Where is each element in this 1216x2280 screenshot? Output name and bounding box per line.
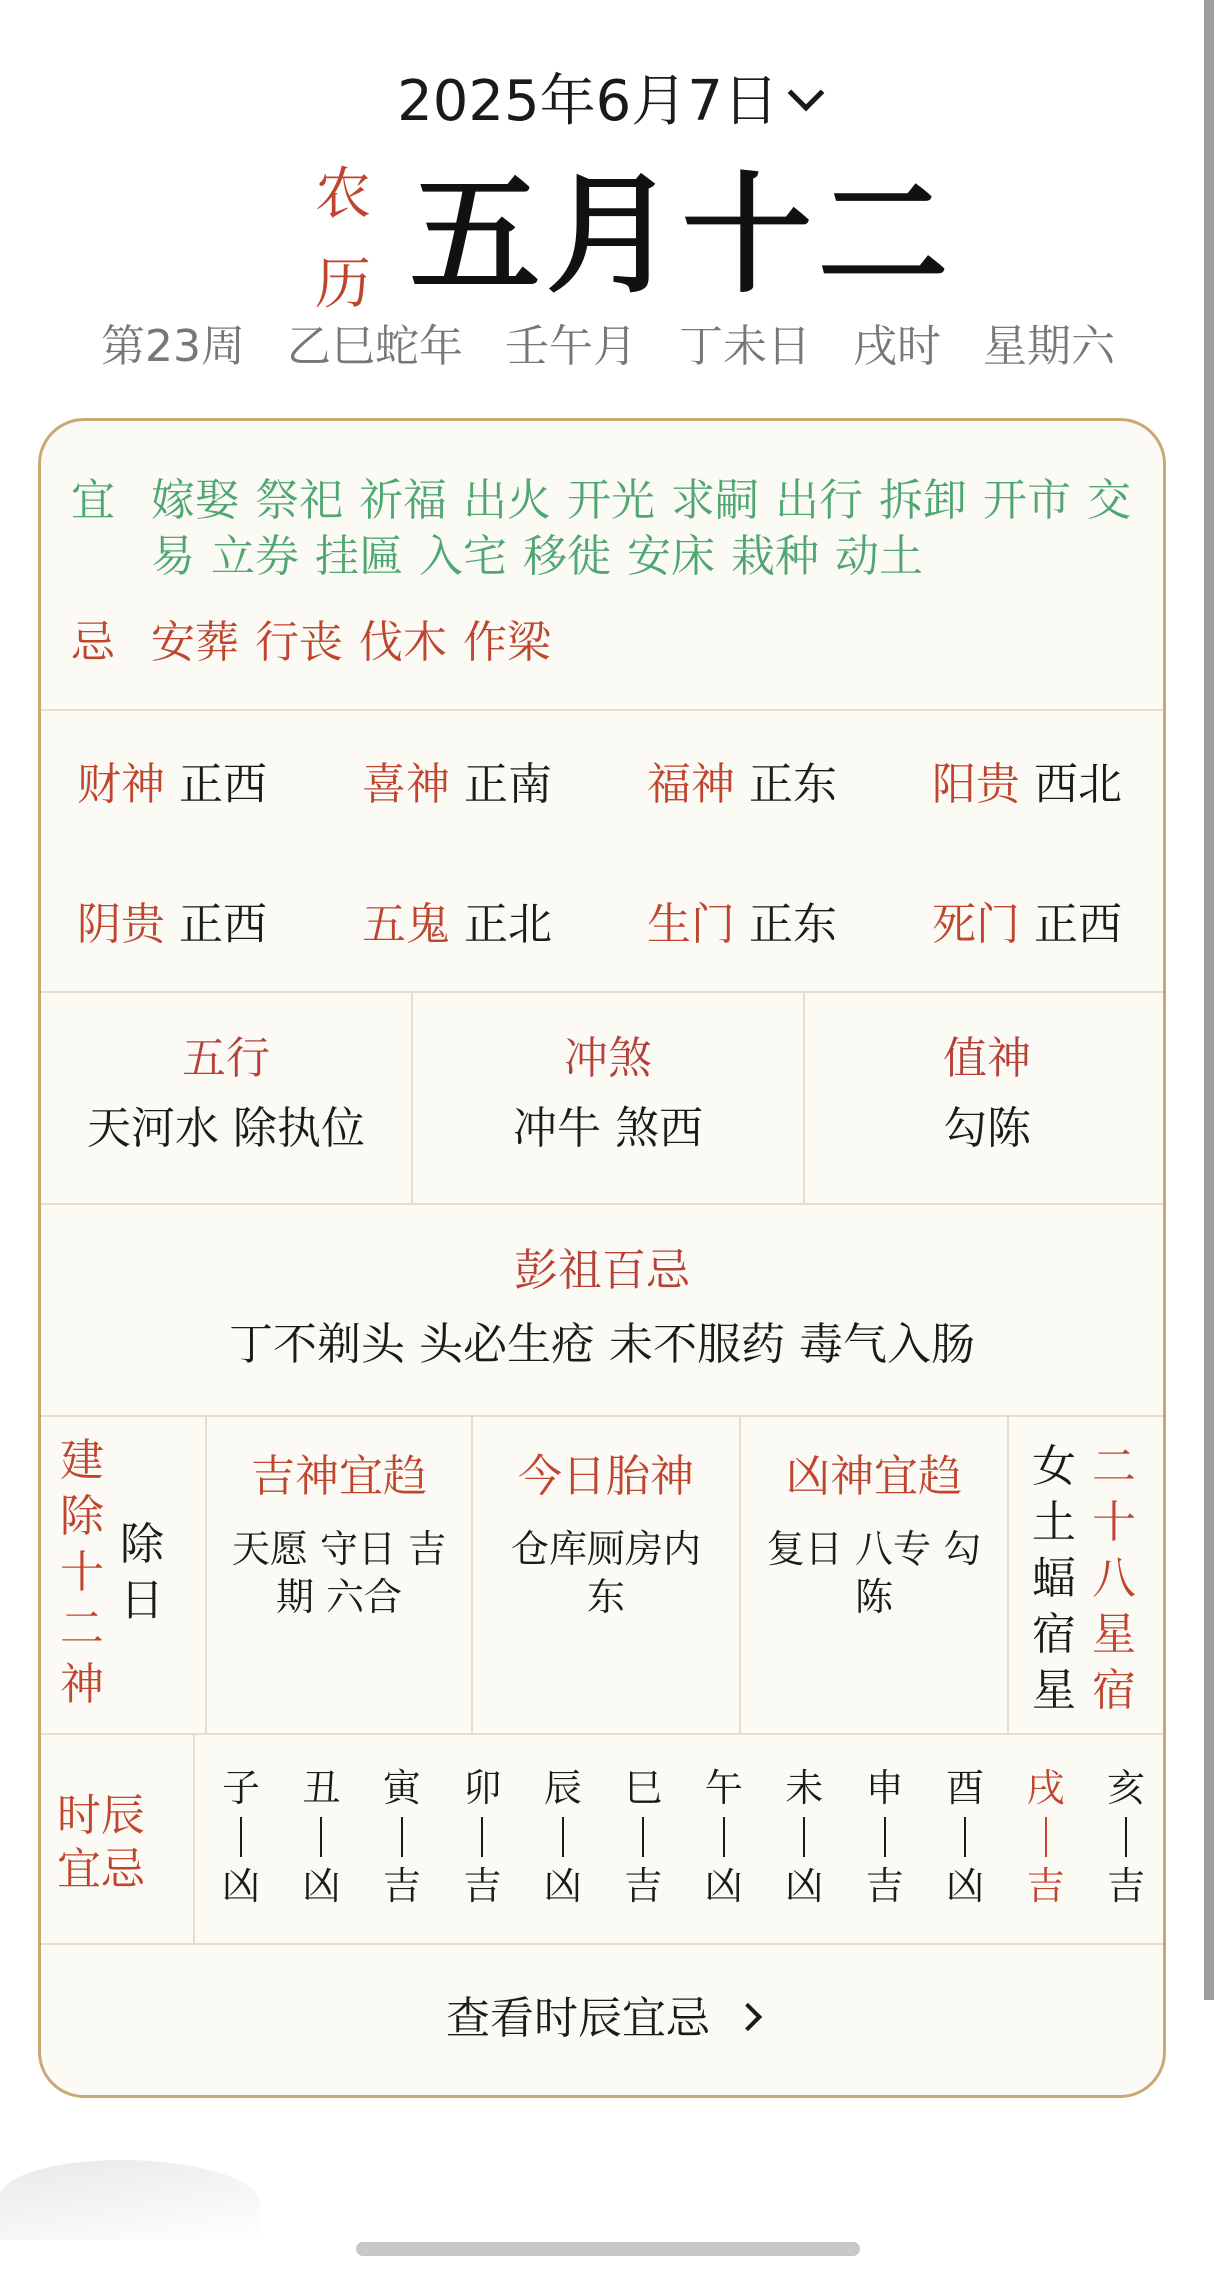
lunar-tag-char: 农 <box>315 162 371 227</box>
ji-label: 忌 <box>71 617 115 668</box>
hour-divider <box>240 1817 242 1857</box>
god-simen: 死门 正西 <box>932 899 1122 950</box>
yi-item: 祈福 <box>359 475 447 526</box>
hour-luck: 凶 <box>946 1864 985 1908</box>
ji-item: 作梁 <box>463 617 551 668</box>
almanac-card <box>38 418 1166 2098</box>
hour-branch: 辰 <box>543 1766 582 1810</box>
god-yanggui: 阳贵 西北 <box>932 759 1122 810</box>
god-xishen: 喜神 正南 <box>362 759 552 810</box>
hour-branch: 巳 <box>624 1766 663 1810</box>
info-section <box>41 993 1163 1205</box>
yi-item: 动土 <box>835 531 923 582</box>
god-yingui: 阴贵 正西 <box>77 899 267 950</box>
xiongshen-cell <box>741 1417 1009 1733</box>
chongsha-title: 冲煞 <box>564 1033 652 1084</box>
god-caishen: 财神 正西 <box>77 759 267 810</box>
ji-item: 行丧 <box>255 617 343 668</box>
hour-item <box>362 1765 442 1909</box>
yi-item: 祭祀 <box>255 475 343 526</box>
yi-item: 移徙 <box>523 531 611 582</box>
jishen-value: 天愿 守日 吉期 六合 <box>231 1527 447 1619</box>
hour-branch: 丑 <box>302 1766 341 1810</box>
yi-item: 嫁娶 <box>151 475 239 526</box>
gods-grid <box>77 711 1157 993</box>
hour-item <box>684 1765 764 1909</box>
wuxing-cell <box>41 993 413 1203</box>
jishen-cell <box>207 1417 473 1733</box>
zhishen-title: 值神 <box>943 1033 1031 1084</box>
yi-item: 出火 <box>463 475 551 526</box>
pengzu-section <box>41 1205 1163 1417</box>
hour-divider <box>803 1817 805 1857</box>
xingxiu-value: 女土蝠宿星 <box>1032 1441 1076 1716</box>
shen-section <box>41 1417 1163 1735</box>
hour-divider <box>401 1817 403 1857</box>
hour-item <box>845 1765 925 1909</box>
date-selector[interactable] <box>0 62 1216 142</box>
hours-section <box>41 1735 1163 1945</box>
jianchu-cell <box>41 1417 207 1733</box>
home-indicator[interactable] <box>356 2242 860 2256</box>
ji-item: 伐木 <box>359 617 447 668</box>
hour-divider <box>320 1817 322 1857</box>
solar-date: 2025年6月7日 <box>397 69 779 134</box>
week-number: 第23周 <box>101 321 245 372</box>
year-ganzhi: 乙巳蛇年 <box>287 321 463 372</box>
hour-luck: 吉 <box>865 1864 904 1908</box>
yi-items <box>151 473 1131 585</box>
god-fushen: 福神 正东 <box>647 759 837 810</box>
hour-ganzhi: 戌时 <box>853 321 941 372</box>
hour-branch: 未 <box>785 1766 824 1810</box>
hour-item <box>925 1765 1005 1909</box>
yi-item: 挂匾 <box>315 531 403 582</box>
hour-divider <box>642 1817 644 1857</box>
lunar-date: 五月十二 <box>410 159 955 311</box>
hour-branch: 卯 <box>463 1766 502 1810</box>
pengzu-title: 彭祖百忌 <box>514 1245 690 1296</box>
ji-items <box>151 615 1131 671</box>
hour-luck: 吉 <box>624 1864 663 1908</box>
yi-item: 立券 <box>211 531 299 582</box>
hour-item <box>281 1765 361 1909</box>
hour-luck: 吉 <box>1026 1864 1065 1908</box>
weekday: 星期六 <box>983 321 1115 372</box>
view-hours-button[interactable] <box>41 1989 1163 2049</box>
hour-item <box>1006 1765 1086 1909</box>
xingxiu-cell <box>1009 1417 1166 1733</box>
taishen-title: 今日胎神 <box>518 1451 694 1502</box>
yi-ji-section <box>41 421 1163 711</box>
gods-section <box>41 711 1163 993</box>
hour-divider <box>481 1817 483 1857</box>
yi-item: 开市 <box>983 475 1071 526</box>
hour-divider <box>964 1817 966 1857</box>
hour-luck: 凶 <box>785 1864 824 1908</box>
hour-branch: 亥 <box>1107 1766 1146 1810</box>
hours-label-cell <box>41 1735 195 1943</box>
wuxing-value: 天河水 除执位 <box>87 1103 365 1154</box>
hour-divider <box>723 1817 725 1857</box>
xiongshen-value: 复日 八专 勾陈 <box>766 1527 982 1619</box>
hour-luck: 凶 <box>302 1864 341 1908</box>
lunar-tag <box>308 150 378 330</box>
hour-luck: 凶 <box>704 1864 743 1908</box>
yi-item: 出行 <box>775 475 863 526</box>
hour-luck: 吉 <box>1107 1864 1146 1908</box>
jishen-title: 吉神宜趋 <box>251 1451 427 1502</box>
yi-item: 开光 <box>567 475 655 526</box>
month-ganzhi: 壬午月 <box>505 321 637 372</box>
yi-item: 交易 <box>151 475 1131 582</box>
wuxing-title: 五行 <box>182 1033 270 1084</box>
hour-branch: 子 <box>221 1766 260 1810</box>
jianchu-label: 建除十二神 <box>60 1435 104 1710</box>
hour-divider <box>1125 1817 1127 1857</box>
view-hours-label: 查看时辰宜忌 <box>446 1993 710 2044</box>
hour-branch: 戌 <box>1026 1766 1065 1810</box>
hour-item <box>603 1765 683 1909</box>
yi-item: 拆卸 <box>879 475 967 526</box>
xingxiu-label: 二十八星宿 <box>1092 1441 1136 1716</box>
hours-label: 时辰宜忌 <box>57 1790 145 1895</box>
yi-item: 安床 <box>627 531 715 582</box>
lunar-tag-char: 历 <box>315 252 371 317</box>
chevron-right-icon <box>734 2003 762 2031</box>
hour-luck: 凶 <box>543 1864 582 1908</box>
yi-label: 宜 <box>71 475 115 526</box>
scrollbar[interactable] <box>1204 0 1214 2000</box>
hour-branch: 午 <box>704 1766 743 1810</box>
hour-luck: 吉 <box>463 1864 502 1908</box>
pengzu-value: 丁不剃头 头必生疮 未不服药 毒气入肠 <box>229 1319 975 1370</box>
hour-divider <box>884 1817 886 1857</box>
hour-item <box>442 1765 522 1909</box>
zhishen-value: 勾陈 <box>943 1103 1031 1154</box>
yi-item: 入宅 <box>419 531 507 582</box>
mountain-decoration <box>0 2160 260 2240</box>
yi-item: 求嗣 <box>671 475 759 526</box>
god-shengmen: 生门 正东 <box>647 899 837 950</box>
hour-item <box>523 1765 603 1909</box>
hour-branch: 寅 <box>382 1766 421 1810</box>
hour-branch: 申 <box>865 1766 904 1810</box>
yi-item: 栽种 <box>731 531 819 582</box>
chevron-down-icon <box>788 75 825 112</box>
chongsha-cell <box>413 993 805 1203</box>
hour-item <box>1086 1765 1166 1909</box>
god-wugui: 五鬼 正北 <box>362 899 552 950</box>
hour-divider <box>1045 1817 1047 1857</box>
hour-item <box>201 1765 281 1909</box>
ji-item: 安葬 <box>151 617 239 668</box>
chongsha-value: 冲牛 煞西 <box>513 1103 703 1154</box>
zhishen-cell <box>805 993 1166 1203</box>
hour-branch: 酉 <box>946 1766 985 1810</box>
hour-luck: 凶 <box>221 1864 260 1908</box>
jianchu-value: 除日 <box>120 1519 164 1626</box>
xiongshen-title: 凶神宜趋 <box>786 1451 962 1502</box>
hour-luck: 吉 <box>382 1864 421 1908</box>
taishen-cell <box>473 1417 741 1733</box>
taishen-value: 仓库厕房内东 <box>510 1527 701 1619</box>
hour-divider <box>562 1817 564 1857</box>
date-details <box>0 312 1216 382</box>
hour-item <box>764 1765 844 1909</box>
day-ganzhi: 丁未日 <box>679 321 811 372</box>
